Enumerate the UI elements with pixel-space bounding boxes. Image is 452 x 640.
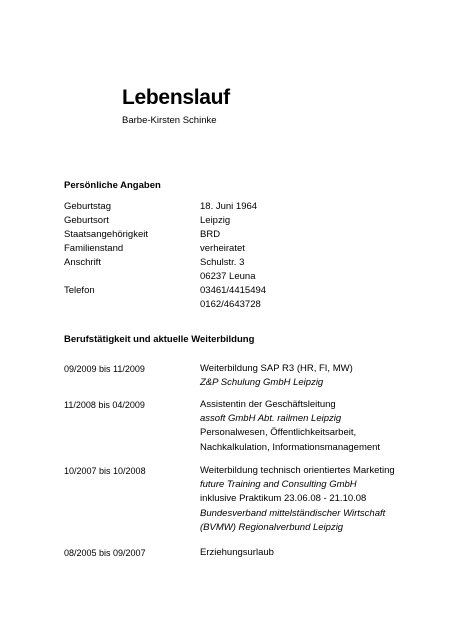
career-line: Weiterbildung SAP R3 (HR, FI, MW) <box>200 363 353 374</box>
career-line: Erziehungsurlaub <box>200 547 274 558</box>
career-period: 10/2007 bis 10/2008 <box>64 466 146 476</box>
career-employer: assoft GmbH Abt. railmen Leipzig <box>200 413 342 425</box>
personal-value-nationality: BRD <box>200 229 221 240</box>
career-details <box>200 546 274 560</box>
career-section-heading: Berufstätigkeit und aktuelle Weiterbildung <box>64 334 255 345</box>
personal-value-birthplace: Leipzig <box>200 215 231 226</box>
career-line: Weiterbildung technisch orientiertes Marketing <box>200 465 395 476</box>
personal-value-address-street: Schulstr. 3 <box>200 257 245 268</box>
career-line: inklusive Praktikum 23.06.08 - 21.10.08 <box>200 493 367 505</box>
personal-label-nationality: Staatsangehörigkeit <box>64 229 148 240</box>
author-name: Barbe-Kirsten Schinke <box>122 115 217 126</box>
personal-value-phone-mobile: 0162/4643728 <box>200 299 261 310</box>
career-period: 09/2009 bis 11/2009 <box>64 364 145 374</box>
career-period: 08/2005 bis 09/2007 <box>64 548 146 558</box>
career-details <box>200 464 395 535</box>
personal-value-address-city: 06237 Leuna <box>200 271 256 282</box>
document-title: Lebenslauf <box>122 86 230 109</box>
career-line: Nachkalkulation, Informationsmanagement <box>200 441 381 453</box>
personal-value-phone-landline: 03461/4415494 <box>200 285 267 296</box>
personal-label-address: Anschrift <box>64 257 101 268</box>
career-employer: (BVMW) Regionalverbund Leipzig <box>200 521 344 533</box>
career-details <box>200 362 353 390</box>
personal-label-marital-status: Familienstand <box>64 243 124 254</box>
personal-value-marital-status: verheiratet <box>200 243 245 254</box>
personal-label-phone: Telefon <box>64 285 95 296</box>
career-employer: Bundesverband mittelständischer Wirtschaft <box>200 507 386 519</box>
career-details <box>200 398 380 455</box>
career-period: 11/2008 bis 04/2009 <box>64 400 145 410</box>
personal-label-birthday: Geburtstag <box>64 201 111 212</box>
career-line: Personalwesen, Öffentlichkeitsarbeit, <box>200 427 357 439</box>
career-employer: Z&P Schulung GmbH Leipzig <box>200 377 324 389</box>
career-line: Assistentin der Geschäftsleitung <box>200 399 336 410</box>
personal-value-birthday: 18. Juni 1964 <box>200 201 258 212</box>
personal-label-birthplace: Geburtsort <box>64 215 109 226</box>
career-employer: future Training and Consulting GmbH <box>200 479 357 491</box>
personal-section-heading: Persönliche Angaben <box>64 180 161 191</box>
